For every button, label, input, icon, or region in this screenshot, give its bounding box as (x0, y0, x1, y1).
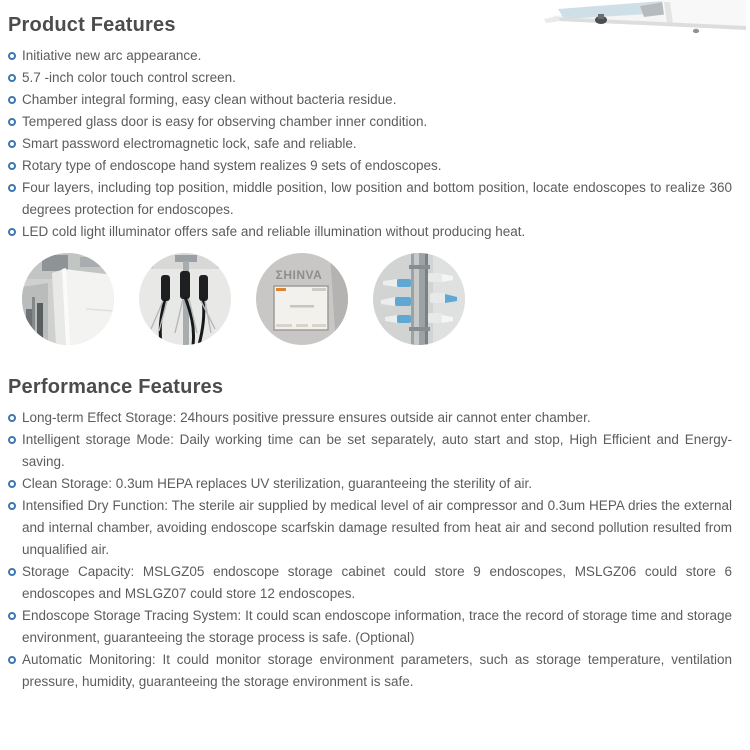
list-item (8, 561, 732, 605)
feature-text: Intensified Dry Function: The sterile air supplied by medical level of air compressor and 0.3um HEPA dries the external and internal chamber, avoiding endoscope scarfskin damage resulted from heat air and second pollution resulted from unqualified air. (22, 498, 732, 557)
bullet-icon (8, 436, 16, 444)
performance-features-list (0, 407, 736, 693)
feature-text: Storage Capacity: MSLGZ05 endoscope storage cabinet could store 9 endoscopes, MSLGZ06 could store 6 endoscopes and MSLGZ07 could store 12 endoscopes. (22, 564, 732, 601)
section-title-product-features: Product Features (8, 14, 176, 36)
feature-text: Automatic Monitoring: It could monitor storage environment parameters, such as storage temperature, ventilation pressure, humidity, guaranteeing the storage environment is safe. (22, 652, 732, 689)
list-item (8, 605, 732, 649)
list-item (8, 649, 732, 693)
endoscope-connector-pillar-photo (373, 253, 465, 345)
list-item (8, 407, 732, 429)
bullet-icon (8, 96, 16, 104)
bullet-icon (8, 502, 16, 510)
list-item (8, 133, 732, 155)
list-item (8, 495, 732, 561)
feature-text: Long-term Effect Storage: 24hours positive pressure ensures outside air cannot enter chamber. (22, 410, 591, 425)
feature-text: Clean Storage: 0.3um HEPA replaces UV sterilization, guaranteeing the sterility of air. (22, 476, 533, 491)
endoscope-hanger-system-photo (139, 253, 231, 345)
bullet-icon (8, 118, 16, 126)
thumbnail-row (22, 253, 750, 345)
bullet-icon (8, 228, 16, 236)
bullet-icon (8, 74, 16, 82)
shinva-logo-text: ΣHINVA (275, 268, 323, 282)
list-item (8, 429, 732, 473)
list-item (8, 155, 732, 177)
bullet-icon (8, 184, 16, 192)
list-item (8, 177, 732, 221)
bullet-icon (8, 162, 16, 170)
list-item (8, 473, 732, 495)
feature-text: Rotary type of endoscope hand system realizes 9 sets of endoscopes. (22, 158, 442, 173)
feature-text: Chamber integral forming, easy clean without bacteria residue. (22, 92, 397, 107)
feature-text: Smart password electromagnetic lock, safe and reliable. (22, 136, 357, 151)
bullet-icon (8, 140, 16, 148)
feature-text: Four layers, including top position, middle position, low position and bottom position, locate endoscopes to realize 360 degrees protection for endoscopes. (22, 180, 732, 217)
bullet-icon (8, 414, 16, 422)
cabinet-bottom-photo (544, 0, 746, 44)
bullet-icon (8, 480, 16, 488)
bullet-icon (8, 52, 16, 60)
list-item (8, 45, 732, 67)
list-item (8, 111, 732, 133)
feature-text: Initiative new arc appearance. (22, 48, 202, 63)
feature-text: 5.7 -inch color touch control screen. (22, 70, 236, 85)
bullet-icon (8, 568, 16, 576)
product-features-list (0, 45, 736, 243)
cabinet-arc-corner-photo (22, 253, 114, 345)
feature-text: Tempered glass door is easy for observing chamber inner condition. (22, 114, 428, 129)
feature-text: Intelligent storage Mode: Daily working time can be set separately, auto start and stop, High Efficient and Energy-saving. (22, 432, 732, 469)
bullet-icon (8, 612, 16, 620)
feature-text: LED cold light illuminator offers safe and reliable illumination without producing heat. (22, 224, 526, 239)
list-item (8, 221, 732, 243)
feature-text: Endoscope Storage Tracing System: It could scan endoscope information, trace the record of storage time and storage environment, guaranteeing the storage process is safe. (Optional) (22, 608, 732, 645)
list-item (8, 89, 732, 111)
list-item (8, 67, 732, 89)
touch-screen-panel-photo (256, 253, 348, 345)
bullet-icon (8, 656, 16, 664)
section-title-performance-features: Performance Features (8, 376, 224, 398)
